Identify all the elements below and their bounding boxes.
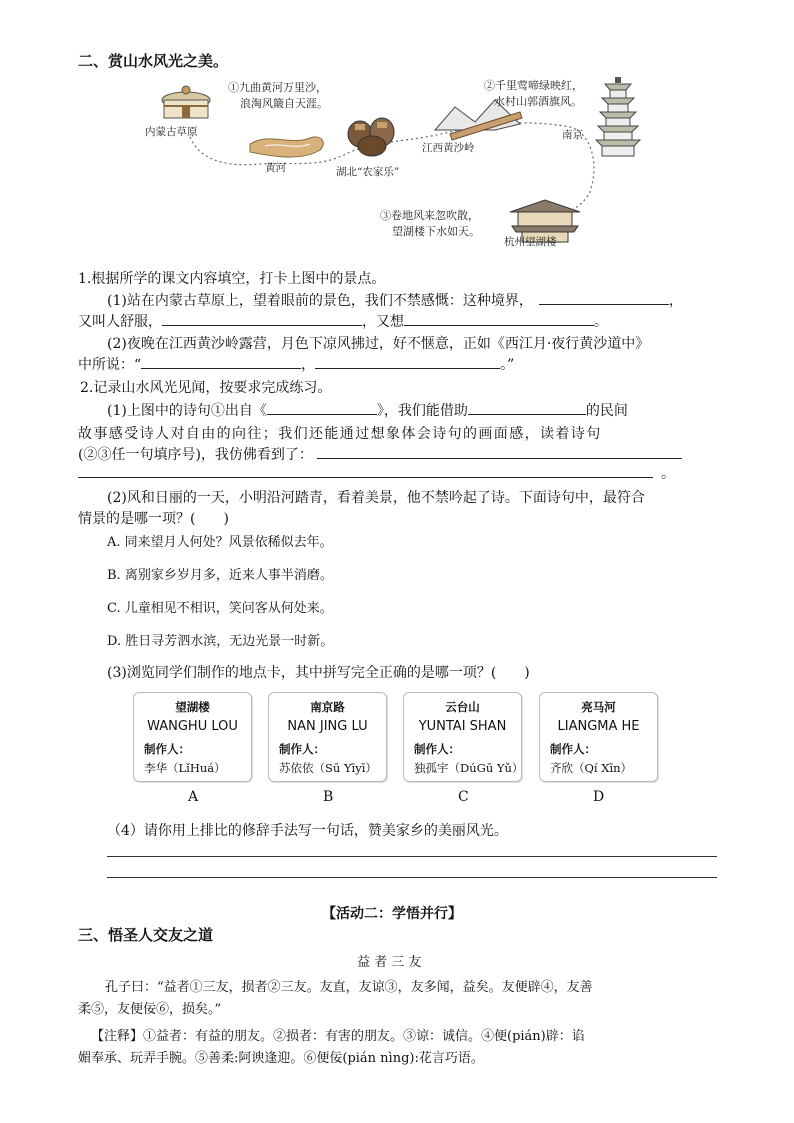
- place-hangzhou: 杭州望湖楼: [504, 236, 557, 248]
- q1-sub2-line2: [78, 354, 514, 374]
- classical-text-title: 益 者 三 友: [357, 955, 422, 970]
- poem-3-line-1: ③卷地风来忽吹散，: [380, 209, 479, 222]
- place-yellow-river: 黄河: [265, 162, 286, 174]
- q2-s1-text-c: 的民间: [585, 403, 628, 419]
- card-maker-label: 制作人：: [279, 742, 325, 756]
- card-maker-name: 独孤宇（DúGū Yǔ）: [414, 761, 524, 775]
- poem-2: [484, 78, 583, 110]
- q2-s1-line1: [107, 400, 628, 420]
- card-maker-label: 制作人：: [550, 742, 596, 756]
- q1-sub2-comma: ，: [301, 357, 316, 373]
- classical-text-line-1: 孔子曰：“益者①三友，损者②三友。友直，友谅③，友多闻，益矣。友便辟④，友善: [105, 980, 593, 995]
- q1-sub2-line1: (2)夜晚在江西黄沙岭露营，月色下凉风拂过，好不惬意，正如《西江月·夜行黄沙道中》: [107, 336, 650, 352]
- place-card-b[interactable]: [268, 692, 387, 782]
- place-card-c[interactable]: [403, 692, 522, 782]
- answer-line-1[interactable]: [107, 856, 717, 857]
- q1-sub1-line1: [107, 290, 683, 310]
- q2-s3: (3)浏览同学们制作的地点卡，其中拼写完全正确的是哪一项？( ): [107, 665, 530, 681]
- poem-3-line-2: 望湖楼下水如天。: [392, 225, 480, 238]
- card-letter-a: A: [188, 789, 199, 805]
- card-pinyin: LIANGMA HE: [557, 719, 640, 734]
- q2-s4: （4）请你用上排比的修辞手法写一句话，赞美家乡的美丽风光。: [107, 823, 508, 839]
- place-nanjing: 南京: [562, 129, 583, 141]
- q2-blank-2[interactable]: [468, 401, 586, 415]
- q1-sub1-comma: ，: [668, 293, 683, 309]
- pagoda-icon: [596, 77, 640, 156]
- yellow-river-icon: [250, 137, 323, 157]
- q1-stem: 1.根据所学的课文内容填空，打卡上图中的景点。: [78, 271, 386, 287]
- place-card-d[interactable]: [539, 692, 658, 782]
- poem-1-line-1: ①九曲黄河万里沙，: [228, 81, 327, 94]
- notes-line-2: 媚奉承、玩弄手腕。⑤善柔:阿谀逢迎。⑥便佞(pián nìng):花言巧语。: [78, 1051, 484, 1066]
- place-card-a[interactable]: [133, 692, 252, 782]
- option-a[interactable]: A. 同来望月人何处？风景依稀似去年。: [107, 535, 333, 550]
- q1-sub2-end: 。”: [500, 357, 515, 373]
- q2-s1-end: 。: [661, 466, 675, 482]
- route-map: [145, 72, 650, 257]
- section-2-title: 二、赏山水风光之美。: [78, 52, 229, 70]
- q1-blank-2[interactable]: [162, 312, 362, 326]
- card-title: 亮马河: [581, 700, 616, 714]
- answer-line-2[interactable]: [107, 877, 717, 878]
- place-hubei: 湖北“农家乐”: [336, 166, 400, 178]
- q2-s1-text-b: 》，我们能借助: [376, 403, 468, 419]
- q2-s1-text-a: (1)上图中的诗句①出自《: [107, 403, 267, 419]
- poem-1: [228, 80, 328, 112]
- q2-blank-1[interactable]: [267, 401, 377, 415]
- q1-blank-3[interactable]: [404, 312, 594, 326]
- option-d[interactable]: D. 胜日寻芳泗水滨，无边光景一时新。: [107, 634, 334, 649]
- card-maker-label: 制作人：: [414, 742, 460, 756]
- poem-2-line-2: 水村山郭酒旗风。: [494, 95, 582, 108]
- card-letter-c: C: [458, 789, 469, 805]
- card-letter-b: B: [323, 789, 334, 805]
- card-title: 望湖楼: [175, 700, 210, 714]
- q1-sub1-line2: [78, 311, 608, 331]
- q1-sub1-end: 。: [594, 314, 608, 330]
- q2-blank-4[interactable]: [78, 464, 653, 478]
- card-maker-name: 齐欣（Qí Xīn）: [550, 761, 633, 775]
- q1-blank-1[interactable]: [539, 291, 669, 305]
- place-inner-mongolia: 内蒙古草原: [145, 126, 198, 138]
- q2-s1-text-line3: (②③任一句填序号)，我仿佛看到了：: [78, 447, 313, 463]
- option-c[interactable]: C. 儿童相见不相识，笑问客从何处来。: [107, 601, 333, 616]
- card-title: 云台山: [445, 700, 480, 714]
- section-3-title: 三、悟圣人交友之道: [78, 926, 214, 944]
- card-maker-name: 苏依依（Sū Yīyī）: [279, 761, 377, 775]
- card-pinyin: WANGHU LOU: [147, 719, 238, 734]
- card-pinyin: YUNTAI SHAN: [418, 719, 507, 734]
- q2-stem: 2.记录山水风光见闻，按要求完成练习。: [80, 380, 332, 396]
- q2-s2-line2: 情景的是哪一项？( ): [78, 511, 229, 527]
- place-jiangxi: 江西黄沙岭: [422, 142, 475, 154]
- q2-s1-line4: [78, 463, 675, 483]
- q1-blank-5[interactable]: [315, 355, 500, 369]
- q1-blank-4[interactable]: [141, 355, 301, 369]
- q2-s2-line1: (2)风和日丽的一天，小明沿河踏青，看着美景，他不禁吟起了诗。下面诗句中，最符合: [107, 490, 645, 506]
- q2-blank-3[interactable]: [317, 445, 682, 459]
- activity-2-title: 【活动二：学悟并行】: [322, 906, 462, 922]
- q2-s1-line2: 故事感受诗人对自由的向往；我们还能通过想象体会诗句的画面感，读着诗句: [78, 426, 602, 442]
- classical-text-line-2: 柔⑤，友便佞⑥，损矣。”: [78, 1002, 222, 1017]
- card-title: 南京路: [310, 700, 345, 714]
- farmhouse-jars-icon: [348, 118, 394, 156]
- yurt-icon: [162, 86, 210, 118]
- card-maker-label: 制作人：: [144, 742, 190, 756]
- q1-sub1-text: (1)站在内蒙古草原上，望着眼前的景色，我们不禁感慨：这种境界，: [107, 293, 533, 309]
- q1-sub2-text-b: 中所说：“: [78, 357, 142, 373]
- poem-2-line-1: ②千里莺啼绿映红，: [484, 79, 583, 92]
- card-maker-name: 李华（LǐHuá）: [144, 761, 226, 775]
- q2-s1-line3: [78, 444, 682, 464]
- card-letter-d: D: [593, 789, 605, 805]
- poem-3: [380, 208, 480, 240]
- poem-1-line-2: 浪淘风簸自天涯。: [240, 97, 328, 110]
- q1-sub1-text-c: ，又想: [362, 314, 404, 330]
- notes-line-1: 【注释】①益者：有益的朋友。②损者：有害的朋友。③谅：诚信。④便(pián)辟：谄: [91, 1029, 585, 1044]
- card-pinyin: NAN JING LU: [287, 719, 368, 734]
- q1-sub1-text-b: 又叫人舒服，: [78, 314, 162, 330]
- option-b[interactable]: B. 离别家乡岁月多，近来人事半消磨。: [107, 568, 333, 583]
